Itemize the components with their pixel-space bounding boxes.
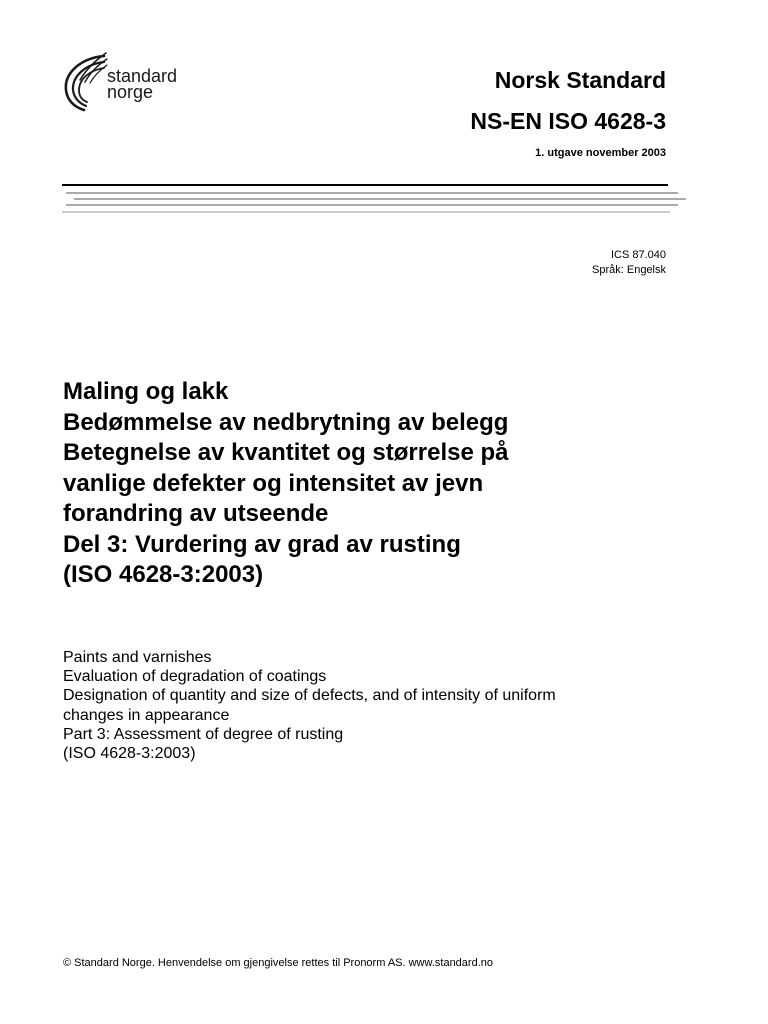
- header-rule-lines: [60, 180, 690, 220]
- edition-line: 1. utgave november 2003: [535, 147, 666, 159]
- logo-wordmark: [107, 68, 177, 100]
- title-no-line: (ISO 4628-3:2003): [63, 561, 264, 588]
- classification-block: [592, 248, 666, 278]
- standard-norge-logo: [60, 50, 210, 120]
- title-no-line: Del 3: Vurdering av grad av rusting: [63, 530, 461, 558]
- title-en-line: (ISO 4628-3:2003): [63, 745, 196, 763]
- title-en-line: changes in appearance: [63, 706, 230, 724]
- title-en-line: Designation of quantity and size of defects, and of intensity of uniform: [63, 687, 556, 705]
- standard-code: NS-EN ISO 4628-3: [470, 108, 666, 134]
- logo-line-norge: norge: [107, 82, 154, 102]
- title-en-line: Evaluation of degradation of coatings: [63, 668, 327, 686]
- title-no-line: vanlige defekter og intensitet av jevn: [63, 469, 484, 497]
- title-no-line: forandring av utseende: [63, 500, 329, 527]
- ics-code: ICS 87.040: [610, 249, 666, 261]
- english-title: [63, 648, 703, 763]
- title-en-line: Paints and varnishes: [63, 649, 212, 666]
- language-note: Språk: Engelsk: [592, 264, 666, 276]
- title-en-line: Part 3: Assessment of degree of rusting: [63, 725, 344, 743]
- title-no-line: Maling og lakk: [63, 378, 229, 405]
- title-no-line: Bedømmelse av nedbrytning av belegg: [63, 408, 509, 436]
- norwegian-title: [63, 377, 683, 591]
- title-no-line: Betegnelse av kvantitet og størrelse på: [63, 439, 509, 466]
- logo-line-standard: standard: [107, 66, 178, 86]
- standard-norge-swirl-icon: [60, 50, 108, 114]
- header-title: Norsk Standard: [494, 67, 666, 93]
- copyright-footer: © Standard Norge. Henvendelse om gjengivelse rettes til Pronorm AS. www.standard.no: [63, 957, 493, 969]
